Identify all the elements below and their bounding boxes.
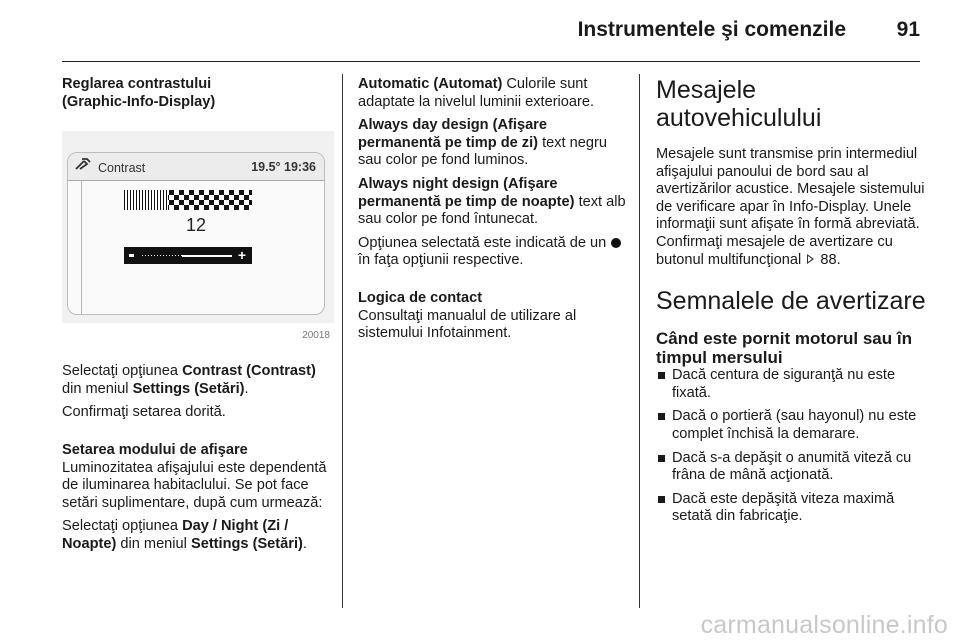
paragraph-select-day-night: Selectaţi opţiunea Day / Night (Zi / Noapte) din meniul Settings (Setări). — [62, 518, 307, 552]
info-display-screen — [67, 152, 325, 315]
page-number: 91 — [896, 18, 920, 41]
list-item: Dacă s-a depăşit o anumită viteză cu frâna de mână acţionată. — [656, 450, 926, 485]
heading-engine-running: Când este pornit motorul sau în timpul mersului — [656, 329, 912, 368]
column-3 — [656, 76, 926, 532]
paragraph-select-contrast: Selectaţi opţiunea Contrast (Contrast) din meniul Settings (Setări). — [62, 363, 316, 397]
page-title: Instrumentele şi comenzile — [577, 18, 846, 41]
list-item: Dacă o portieră (sau hayonul) nu este complet închisă la demarare. — [656, 408, 926, 443]
heading-warning-signals: Semnalele de avertizare — [656, 287, 926, 316]
list-item: Dacă este depăşită viteza maximă setată din fabricaţie. — [656, 491, 926, 526]
warning-list — [656, 367, 926, 526]
slider-track-dots — [142, 255, 182, 256]
column-divider-1 — [342, 74, 343, 608]
column-divider-2 — [639, 74, 640, 608]
list-item: Dacă centura de siguranţă nu este fixată. — [656, 367, 926, 402]
column-1 — [62, 76, 334, 560]
paragraph-brightness: Luminozitatea afişajului este dependentă de iluminarea habitaclului. Se pot face setări suplimentare, după cum urmează: — [62, 459, 327, 511]
option-night-design: Always night design (Afişare permanentă pe timp de noapte) text alb sau color pe fond întunecat. — [358, 175, 626, 228]
section-title-display-mode: Setarea modului de afişare — [62, 441, 248, 458]
paragraph-messages: Mesajele sunt transmise prin intermediul afişajului panoului de bord sau al avertizărilor acustice. Mesajele sistemului de verificare apar în Info-Display. Unele informaţii sunt afişate în formă abreviată. Confirmaţi mesajele de avertizare cu butonul multifuncţional 88. — [656, 146, 925, 268]
plus-icon: + — [237, 247, 246, 264]
screen-title: Contrast — [98, 161, 146, 176]
contrast-line-pattern — [124, 190, 168, 210]
contrast-slider — [124, 247, 252, 264]
screen-header — [68, 153, 324, 181]
option-automatic: Automatic (Automat) Culorile sunt adaptate la nivelul luminii exterioare. — [358, 76, 595, 110]
paragraph-confirm: Confirmaţi setarea dorită. — [62, 404, 226, 421]
screen-temperature-time: 19.5° 19:36 — [251, 160, 316, 175]
slider-track-line — [182, 255, 232, 257]
paragraph-infotainment: Consultaţi manualul de utilizare al sistemului Infotainment. — [358, 307, 577, 342]
page-reference-arrow-icon — [807, 254, 814, 264]
settings-wrench-icon — [74, 157, 92, 176]
column-2 — [358, 76, 630, 349]
section-title-contrast: Reglarea contrastului (Graphic-Info-Display) — [62, 76, 216, 110]
option-day-design: Always day design (Afişare permanentă pe timp de zi) text negru sau color pe fond luminos. — [358, 117, 607, 169]
contrast-value: 12 — [185, 215, 207, 236]
figure-number: 20018 — [302, 330, 330, 342]
page-header — [62, 0, 920, 62]
paragraph-selected-indicator: Opţiunea selectată este indicată de un în faţa opţiunii respective. — [358, 235, 630, 270]
contrast-display-figure — [62, 131, 334, 341]
section-title-contact-logic: Logica de contact — [358, 289, 483, 306]
screen-side-panel — [68, 181, 82, 315]
selected-dot-icon — [611, 238, 621, 248]
minus-icon — [129, 254, 134, 257]
heading-vehicle-messages: Mesajele autovehiculului — [656, 76, 822, 132]
watermark: carmanualsonline.info — [700, 611, 948, 639]
